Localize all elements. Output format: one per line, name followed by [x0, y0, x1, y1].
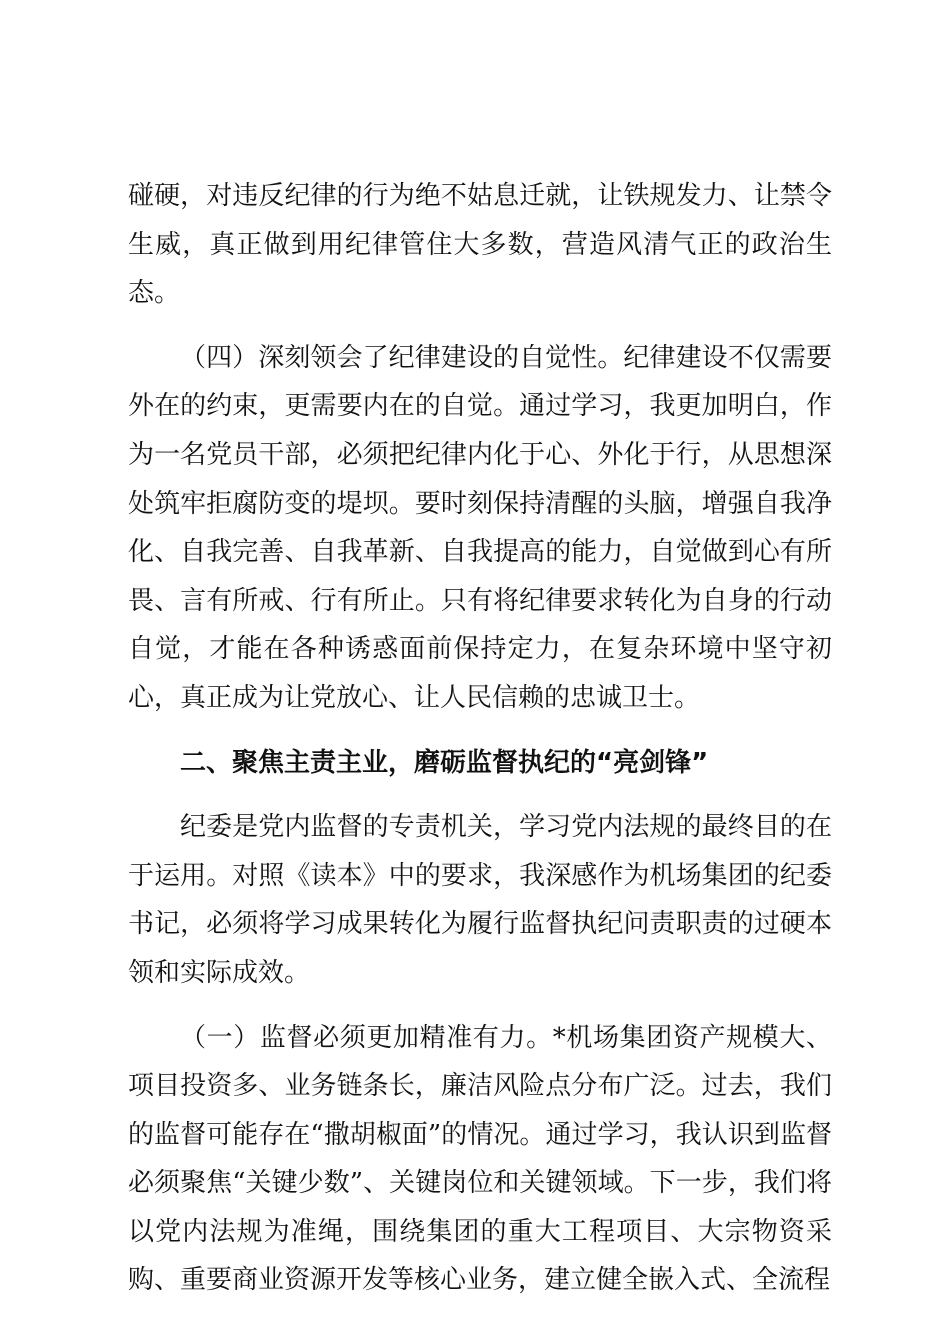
- document-body: [128, 172, 832, 1305]
- paragraph-continuation: 碰硬，对违反纪律的行为绝不姑息迁就，让铁规发力、让禁令生威，真正做到用纪律管住大多数，营造风清气正的政治生态。: [128, 181, 832, 309]
- paragraph-commission-role: 纪委是党内监督的专责机关，学习党内法规的最终目的在于运用。对照《读本》中的要求，我深感作为机场集团的纪委书记，必须将学习成果转化为履行监督执纪问责职责的过硬本领和实际成效。: [128, 812, 832, 988]
- paragraph-discipline-self-awareness: （四）深刻领会了纪律建设的自觉性。纪律建设不仅需要外在的约束，更需要内在的自觉。通过学习，我更加明白，作为一名党员干部，必须把纪律内化于心、外化于行，从思想深处筑牢拒腐防变的堤坝。要时刻保持清醒的头脑，增强自我净化、自我完善、自我革新、自我提高的能力，自觉做到心有所畏、言有所戒、行有所止。只有将纪律要求转化为自身的行动自觉，才能在各种诱惑面前保持定力，在复杂环境中坚守初心，真正成为让党放心、让人民信赖的忠诚卫士。: [128, 342, 832, 713]
- section-heading: 二、聚焦主责主业，磨砺监督执纪的“亮剑锋”: [180, 747, 709, 778]
- paragraph-supervision-precision: （一）监督必须更加精准有力。*机场集团资产规模大、项目投资多、业务链条长，廉洁风险点分布广泛。过去，我们的监督可能存在“撒胡椒面”的情况。通过学习，我认识到监督必须聚焦“关键少数”、关键岗位和关键领域。下一步，我们将以党内法规为准绳，围绕集团的重大工程项目、大宗物资采购、重要商业资源开发等核心业务，建立健全嵌入式、全流程: [128, 1022, 832, 1296]
